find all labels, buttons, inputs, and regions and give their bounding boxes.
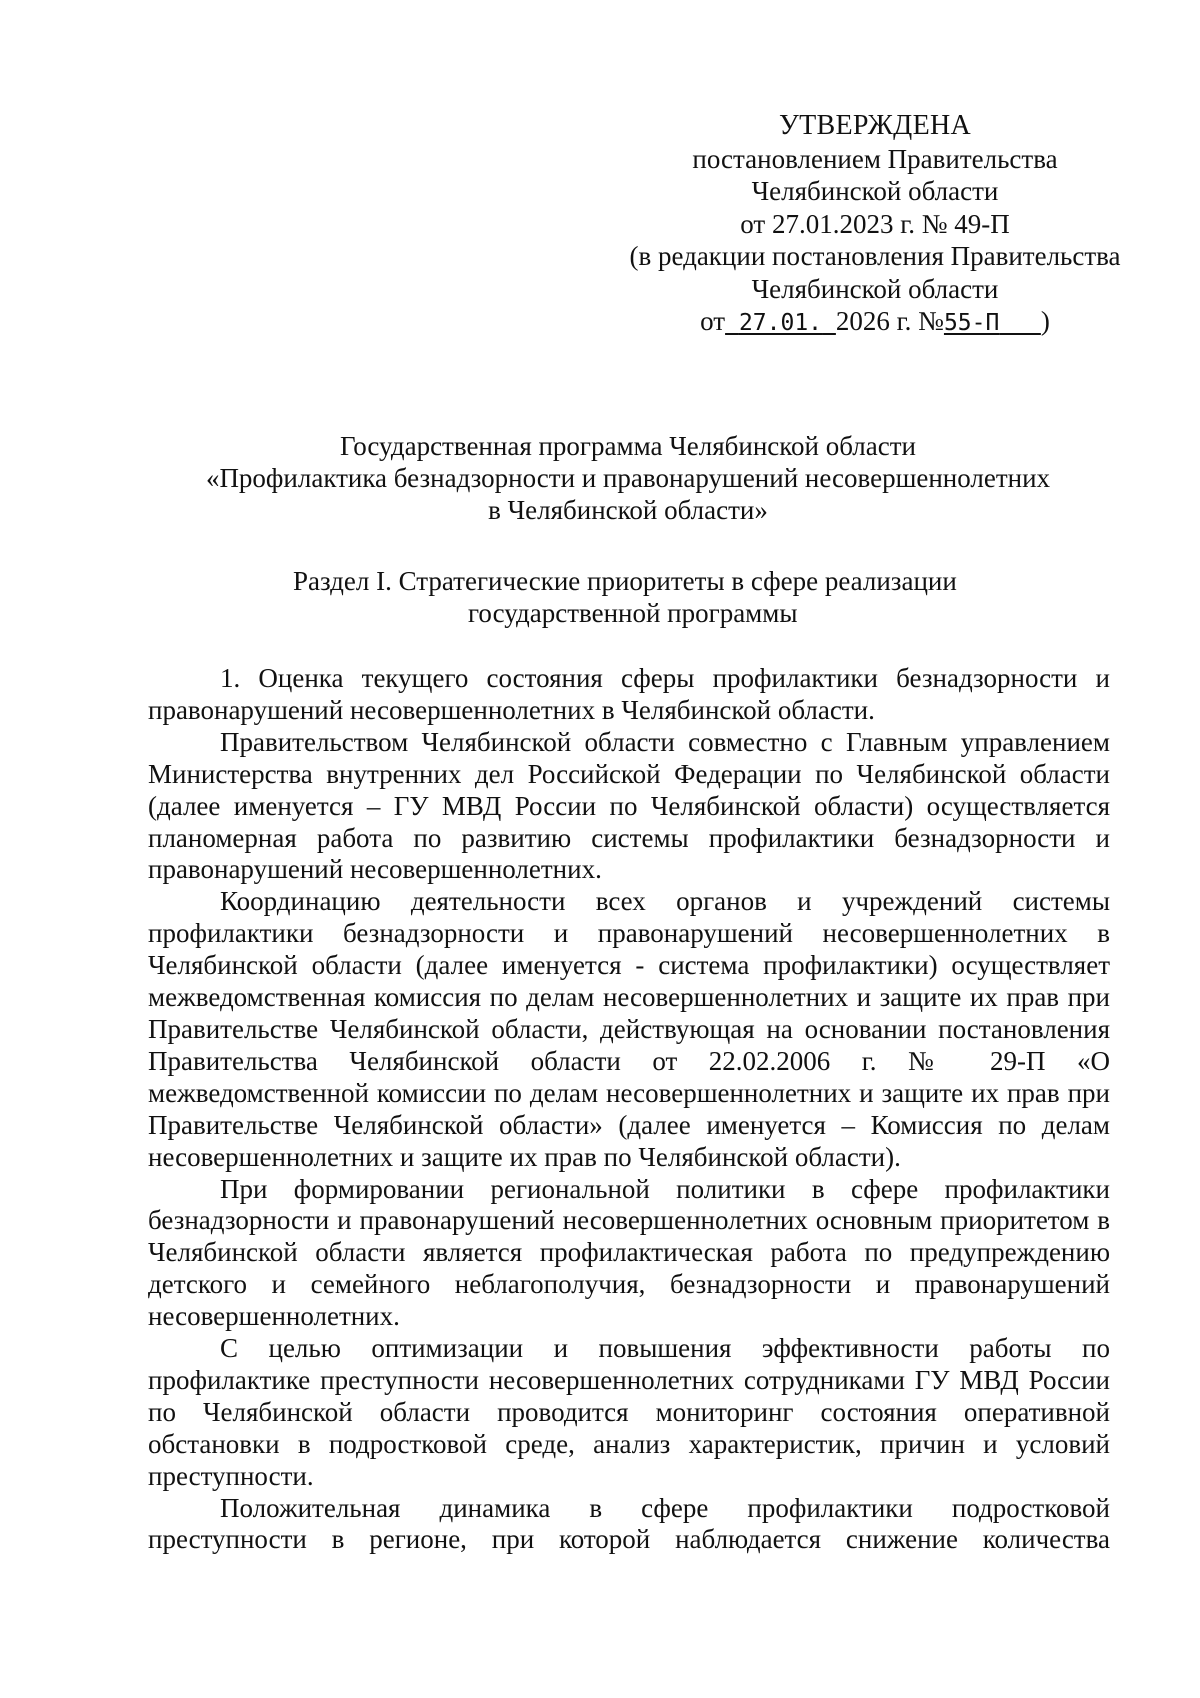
program-title bbox=[148, 430, 1108, 526]
body-text bbox=[148, 663, 1110, 1556]
paragraph-assessment: 1. Оценка текущего состояния сферы профилактики безнадзорности и правонарушений несовершеннолетних в Челябинской области. bbox=[148, 663, 1110, 725]
program-title-line-2: «Профилактика безнадзорности и правонарушений несовершеннолетних bbox=[205, 463, 1051, 493]
approval-heading: УТВЕРЖДЕНА bbox=[778, 110, 972, 141]
paragraph-regional-policy: При формировании региональной политики в сфере профилактики безнадзорности и правонарушений несовершеннолетних основным приоритетом в Челябинской области является профилактическая работа по предупреждению детского и семейного неблагополучия, безнадзорности и правонарушений несовершеннолетних. bbox=[148, 1173, 1110, 1332]
section-heading-line-1: Раздел I. Стратегические приоритеты в сфере реализации bbox=[293, 566, 957, 596]
paragraph-government-work: Правительством Челябинской области совместно с Главным управлением Министерства внутренних дел Российской Федерации по Челябинской области (далее именуется – ГУ МВД России по Челябинской области) осуществляется планомерная работа по развитию системы профилактики безнадзорности и правонарушений несовершеннолетних. bbox=[148, 726, 1110, 885]
approval-line-2: Челябинской области bbox=[751, 176, 999, 206]
section-heading bbox=[148, 565, 1108, 629]
approval-stamp-block bbox=[615, 110, 1135, 340]
approval-date-prefix: от bbox=[700, 306, 726, 336]
program-title-line-1: Государственная программа Челябинской области bbox=[340, 431, 916, 461]
approval-line-6 bbox=[615, 305, 1135, 340]
program-title-line-3: в Челябинской области» bbox=[488, 495, 768, 525]
approval-close-paren: ) bbox=[1040, 306, 1050, 336]
approval-line-3: от 27.01.2023 г. № 49-П bbox=[740, 208, 1010, 239]
approval-number-value: 55-П bbox=[943, 310, 1000, 336]
approval-line-4: (в редакции постановления Правительства bbox=[629, 241, 1121, 271]
approval-line-1: постановлением Правительства bbox=[692, 143, 1058, 174]
approval-date-value: 27.01. bbox=[738, 310, 823, 336]
approval-year-label: 2026 г. № bbox=[835, 306, 944, 336]
paragraph-positive-dynamics: Положительная динамика в сфере профилактики подростковой преступности в регионе, при которой наблюдается снижение количества bbox=[148, 1492, 1110, 1555]
approval-line-5: Челябинской области bbox=[751, 273, 999, 304]
paragraph-coordination: Координацию деятельности всех органов и учреждений системы профилактики безнадзорности и правонарушений несовершеннолетних в Челябинской области (далее именуется - система профилактики) осуществляет межведомственная комиссия по делам несовершеннолетних и защите их прав при Правительстве Челябинской области, действующая на основании постановления Правительства Челябинской области от 22.02.2006 г. № 29-П «О межведомственной комиссии по делам несовершеннолетних и защите их прав при Правительстве Челябинской области» (далее именуется – Комиссия по делам несовершеннолетних и защите их прав по Челябинской области). bbox=[148, 886, 1110, 1172]
approval-date-filled bbox=[725, 310, 836, 336]
approval-number-filled bbox=[944, 310, 1041, 336]
paragraph-monitoring: С целью оптимизации и повышения эффективности работы по профилактике преступности несовершеннолетних сотрудниками ГУ МВД России по Челябинской области проводится мониторинг состояния оперативной обстановки в подростковой среде, анализ характеристик, причин и условий преступности. bbox=[148, 1333, 1110, 1491]
section-heading-line-2: государственной программы bbox=[468, 598, 798, 628]
